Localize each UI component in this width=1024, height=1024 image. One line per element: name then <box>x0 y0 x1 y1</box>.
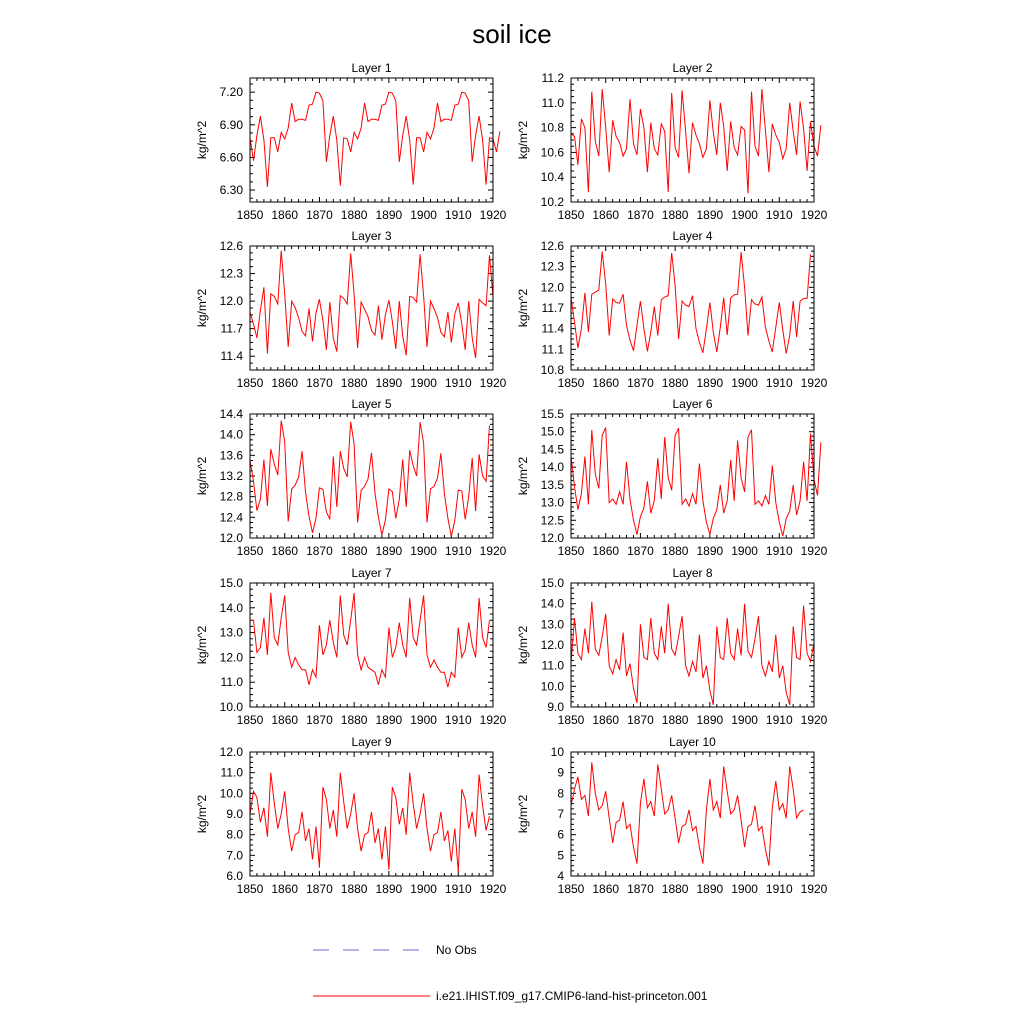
y-tick-label: 9.0 <box>547 700 564 714</box>
y-tick-label: 10.0 <box>219 786 243 801</box>
y-tick-label: 15.0 <box>219 576 243 590</box>
panel-layer-8 <box>516 566 828 727</box>
y-tick-label: 11.0 <box>220 675 243 690</box>
y-axis-label: kg/m^2 <box>516 456 530 496</box>
panel-layer-7 <box>195 566 507 727</box>
x-tick-label: 1900 <box>731 882 758 896</box>
panel-layer-6 <box>516 397 828 558</box>
plot-frame <box>250 583 493 707</box>
series-line <box>571 252 811 354</box>
series-line <box>571 762 804 865</box>
x-tick-label: 1890 <box>696 376 724 390</box>
y-tick-label: 12.0 <box>540 280 564 295</box>
y-tick-label: 8 <box>557 786 564 801</box>
y-tick-label: 12.4 <box>219 510 243 525</box>
x-tick-label: 1860 <box>592 713 620 727</box>
x-tick-label: 1870 <box>306 208 333 222</box>
x-tick-label: 1870 <box>306 544 333 558</box>
x-tick-label: 1880 <box>340 882 368 896</box>
x-tick-label: 1850 <box>557 544 585 558</box>
x-tick-label: 1900 <box>410 882 437 896</box>
x-tick-label: 1870 <box>627 208 654 222</box>
x-tick-label: 1910 <box>444 544 472 558</box>
y-tick-label: 12.0 <box>219 531 243 545</box>
y-tick-label: 15.0 <box>540 576 564 590</box>
x-tick-label: 1890 <box>696 544 724 558</box>
x-tick-label: 1850 <box>236 376 264 390</box>
y-tick-label: 11.2 <box>541 71 564 85</box>
y-tick-label: 7 <box>557 807 564 821</box>
y-tick-label: 12.0 <box>540 638 564 652</box>
x-tick-label: 1850 <box>557 882 585 896</box>
panel-layer-2 <box>516 61 828 222</box>
x-tick-label: 1910 <box>444 713 472 727</box>
y-axis-label: kg/m^2 <box>195 625 209 665</box>
y-axis-label: kg/m^2 <box>516 288 530 328</box>
y-tick-label: 8.0 <box>226 827 243 842</box>
y-axis-label: kg/m^2 <box>195 794 209 834</box>
plot-frame <box>571 752 814 876</box>
x-tick-label: 1890 <box>696 882 724 896</box>
x-tick-label: 1850 <box>557 713 585 727</box>
panel-title: Layer 3 <box>351 229 392 243</box>
x-tick-label: 1870 <box>306 713 333 727</box>
x-tick-label: 1860 <box>271 713 299 727</box>
y-tick-label: 10.6 <box>540 145 564 160</box>
x-tick-label: 1860 <box>592 376 620 390</box>
y-tick-label: 5 <box>557 848 564 863</box>
series-line <box>250 421 490 537</box>
x-tick-label: 1880 <box>661 882 689 896</box>
x-tick-label: 1860 <box>592 208 620 222</box>
x-tick-label: 1890 <box>375 882 403 896</box>
x-tick-label: 1910 <box>444 376 472 390</box>
x-tick-label: 1920 <box>800 376 828 390</box>
panel-title: Layer 9 <box>351 735 392 749</box>
x-tick-label: 1890 <box>696 713 724 727</box>
y-tick-label: 14.0 <box>219 600 243 615</box>
x-tick-label: 1920 <box>800 882 828 896</box>
y-tick-label: 10.0 <box>219 700 243 714</box>
x-tick-label: 1880 <box>661 713 689 727</box>
x-tick-label: 1850 <box>557 376 585 390</box>
x-tick-label: 1910 <box>444 882 472 896</box>
x-tick-label: 1920 <box>800 544 828 558</box>
y-tick-label: 14.0 <box>219 427 243 442</box>
y-tick-label: 11.4 <box>541 321 564 336</box>
series-line <box>571 428 821 537</box>
y-axis-label: kg/m^2 <box>195 456 209 496</box>
y-tick-label: 12.0 <box>219 294 243 309</box>
x-tick-label: 1900 <box>410 208 437 222</box>
panel-title: Layer 5 <box>351 397 392 411</box>
y-tick-label: 12.3 <box>540 259 564 274</box>
y-tick-label: 13.0 <box>540 617 564 632</box>
x-tick-label: 1860 <box>271 208 299 222</box>
series-line <box>250 773 490 872</box>
series-line <box>571 602 814 705</box>
y-tick-label: 11.1 <box>541 342 564 357</box>
y-axis-label: kg/m^2 <box>516 625 530 665</box>
x-tick-label: 1850 <box>236 544 264 558</box>
y-tick-label: 11.0 <box>541 658 564 673</box>
figure-title: soil ice <box>472 19 552 49</box>
x-tick-label: 1860 <box>592 544 620 558</box>
y-tick-label: 11.0 <box>541 95 564 110</box>
x-tick-label: 1910 <box>765 208 793 222</box>
y-tick-label: 15.5 <box>540 407 564 421</box>
plot-frame <box>571 414 814 538</box>
x-tick-label: 1850 <box>236 208 264 222</box>
y-tick-label: 14.0 <box>540 596 564 611</box>
x-tick-label: 1880 <box>661 376 689 390</box>
x-tick-label: 1900 <box>731 544 758 558</box>
x-tick-label: 1880 <box>661 544 689 558</box>
x-tick-label: 1920 <box>800 208 828 222</box>
x-tick-label: 1850 <box>557 208 585 222</box>
plot-frame <box>250 78 493 202</box>
x-tick-label: 1900 <box>410 544 437 558</box>
y-tick-label: 12.0 <box>540 531 564 545</box>
y-axis-label: kg/m^2 <box>195 120 209 160</box>
x-tick-label: 1870 <box>627 713 654 727</box>
panel-title: Layer 8 <box>672 566 713 580</box>
x-tick-label: 1910 <box>765 713 793 727</box>
y-axis-label: kg/m^2 <box>195 288 209 328</box>
y-tick-label: 12.8 <box>219 489 243 504</box>
x-tick-label: 1880 <box>340 376 368 390</box>
x-tick-label: 1880 <box>661 208 689 222</box>
y-tick-label: 15.0 <box>540 424 564 439</box>
x-tick-label: 1880 <box>340 208 368 222</box>
series-line <box>250 92 500 187</box>
x-tick-label: 1850 <box>236 713 264 727</box>
y-tick-label: 7.20 <box>219 85 243 100</box>
x-tick-label: 1870 <box>627 376 654 390</box>
x-tick-label: 1860 <box>271 544 299 558</box>
y-tick-label: 9.0 <box>226 807 243 821</box>
x-tick-label: 1860 <box>592 882 620 896</box>
panel-title: Layer 1 <box>351 61 392 75</box>
y-tick-label: 6.90 <box>219 117 243 132</box>
y-tick-label: 10.8 <box>540 363 564 377</box>
panel-layer-10 <box>516 735 828 896</box>
y-tick-label: 13.0 <box>540 495 564 510</box>
panels-container <box>195 61 828 896</box>
y-tick-label: 11.4 <box>220 349 243 364</box>
legend-obs-label: No Obs <box>436 943 477 957</box>
y-tick-label: 12.6 <box>540 239 564 253</box>
y-tick-label: 6.60 <box>219 150 243 165</box>
x-tick-label: 1860 <box>271 882 299 896</box>
x-tick-label: 1920 <box>479 376 507 390</box>
y-tick-label: 6.0 <box>226 869 243 883</box>
y-tick-label: 12.6 <box>219 239 243 253</box>
y-tick-label: 12.0 <box>219 650 243 665</box>
y-tick-label: 6 <box>557 827 564 842</box>
x-tick-label: 1850 <box>236 882 264 896</box>
x-tick-label: 1900 <box>410 376 437 390</box>
x-tick-label: 1920 <box>479 544 507 558</box>
y-tick-label: 10.8 <box>540 120 564 135</box>
y-tick-label: 12.3 <box>219 266 243 281</box>
series-line <box>250 593 490 687</box>
x-tick-label: 1920 <box>479 713 507 727</box>
y-tick-label: 10.2 <box>540 195 564 209</box>
x-tick-label: 1890 <box>375 208 403 222</box>
x-tick-label: 1870 <box>627 544 654 558</box>
y-axis-label: kg/m^2 <box>516 120 530 160</box>
x-tick-label: 1860 <box>271 376 299 390</box>
panel-title: Layer 7 <box>351 566 392 580</box>
panel-layer-5 <box>195 397 507 558</box>
x-tick-label: 1900 <box>731 208 758 222</box>
x-tick-label: 1900 <box>410 713 437 727</box>
panel-title: Layer 10 <box>669 735 716 749</box>
panel-layer-9 <box>195 735 507 896</box>
x-tick-label: 1900 <box>731 376 758 390</box>
y-tick-label: 11.7 <box>220 321 243 336</box>
y-tick-label: 12.0 <box>219 745 243 759</box>
plot-frame <box>571 78 814 202</box>
y-tick-label: 14.4 <box>219 407 243 421</box>
y-tick-label: 14.0 <box>540 460 564 475</box>
panel-title: Layer 4 <box>672 229 713 243</box>
y-tick-label: 13.6 <box>219 448 243 463</box>
panel-layer-4 <box>516 229 828 390</box>
x-tick-label: 1890 <box>375 713 403 727</box>
y-tick-label: 11.7 <box>541 301 564 315</box>
x-tick-label: 1910 <box>765 376 793 390</box>
x-tick-label: 1910 <box>765 544 793 558</box>
x-tick-label: 1920 <box>479 208 507 222</box>
x-tick-label: 1920 <box>479 882 507 896</box>
y-tick-label: 11.0 <box>220 765 243 780</box>
x-tick-label: 1870 <box>306 376 333 390</box>
legend <box>313 943 708 1003</box>
y-tick-label: 13.5 <box>540 477 564 492</box>
y-tick-label: 10.0 <box>540 679 564 694</box>
x-tick-label: 1910 <box>765 882 793 896</box>
y-tick-label: 13.2 <box>219 469 243 483</box>
x-tick-label: 1900 <box>731 713 758 727</box>
panel-title: Layer 6 <box>672 397 713 411</box>
y-tick-label: 9 <box>557 765 564 780</box>
x-tick-label: 1890 <box>375 544 403 558</box>
x-tick-label: 1890 <box>375 376 403 390</box>
y-axis-label: kg/m^2 <box>516 794 530 834</box>
x-tick-label: 1880 <box>340 713 368 727</box>
y-tick-label: 4 <box>557 869 564 883</box>
y-tick-label: 7.0 <box>226 848 243 863</box>
x-tick-label: 1890 <box>696 208 724 222</box>
x-tick-label: 1870 <box>306 882 333 896</box>
y-tick-label: 10 <box>550 745 564 759</box>
x-tick-label: 1870 <box>627 882 654 896</box>
panel-layer-1 <box>195 61 507 222</box>
y-tick-label: 12.5 <box>540 513 564 528</box>
series-line <box>250 251 493 359</box>
x-tick-label: 1910 <box>444 208 472 222</box>
legend-model-label: i.e21.IHIST.f09_g17.CMIP6-land-hist-princeton.001 <box>436 989 708 1003</box>
y-tick-label: 13.0 <box>219 625 243 640</box>
y-tick-label: 10.4 <box>540 170 564 185</box>
y-tick-label: 14.5 <box>540 442 564 457</box>
panel-layer-3 <box>195 229 507 390</box>
x-tick-label: 1920 <box>800 713 828 727</box>
x-tick-label: 1880 <box>340 544 368 558</box>
panel-title: Layer 2 <box>672 61 713 75</box>
series-line <box>571 89 821 193</box>
y-tick-label: 6.30 <box>219 183 243 198</box>
